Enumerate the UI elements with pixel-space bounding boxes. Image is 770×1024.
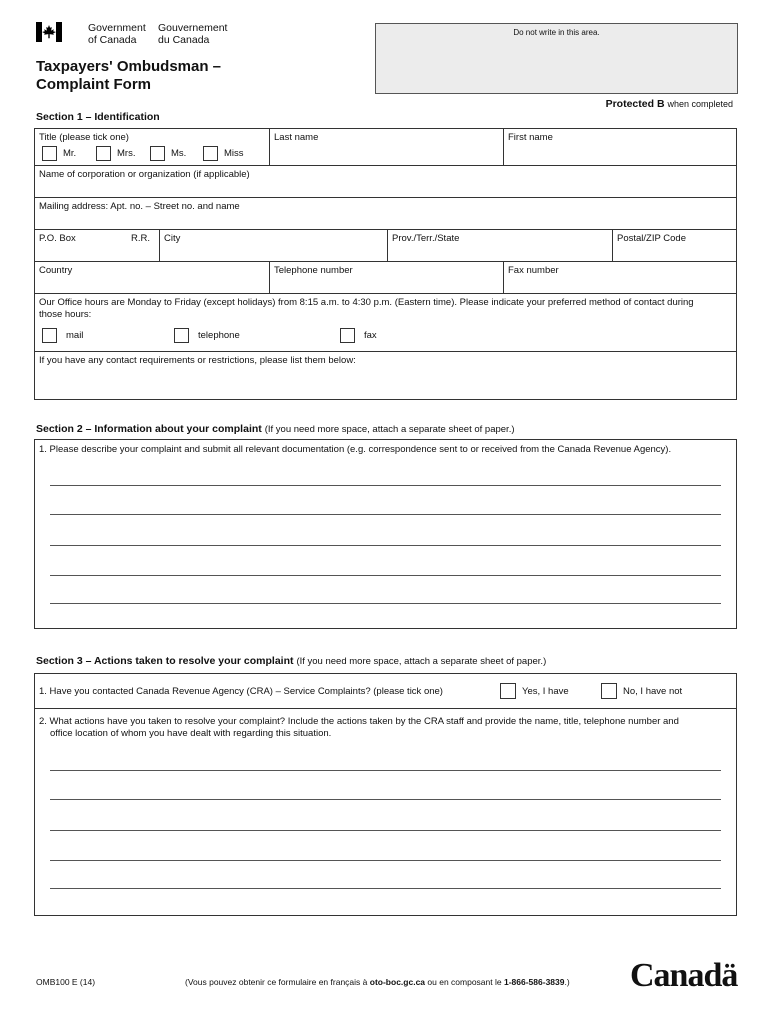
postal-code-label: Postal/ZIP Code [617, 233, 687, 244]
ms-checkbox[interactable] [150, 146, 165, 161]
actions-taken-box [34, 673, 737, 916]
contact-numbers-row [35, 262, 736, 294]
section1-heading: Section 1 – Identification [36, 111, 160, 123]
cra-contact-row [35, 674, 736, 709]
telephone-option-label: telephone [198, 329, 240, 341]
french-url-link[interactable]: oto-boc.gc.ca [369, 977, 426, 987]
form-title: Taxpayers' Ombudsman – Complaint Form [36, 58, 222, 93]
mrs-checkbox[interactable] [96, 146, 111, 161]
complaint-description-box[interactable] [34, 439, 737, 629]
mail-label: mail [66, 329, 84, 341]
title-mr-option[interactable] [42, 146, 76, 161]
contact-method-row [35, 294, 736, 352]
po-box-field[interactable] [35, 230, 159, 261]
answer-line [50, 575, 721, 576]
answer-line[interactable] [50, 888, 721, 889]
identification-table [34, 128, 737, 400]
yes-option[interactable] [500, 683, 569, 699]
po-box-label: P.O. Box [39, 233, 76, 244]
answer-line[interactable] [50, 799, 721, 800]
province-field[interactable] [387, 230, 612, 261]
complaint-question: 1. Please describe your complaint and submit all relevant documentation (e.g. correspondence sent to or received from the Canada Revenue Agency). [39, 444, 672, 455]
form-code: OMB100 E (14) [36, 977, 96, 987]
postal-code-field[interactable] [612, 230, 738, 261]
city-field[interactable] [159, 230, 387, 261]
mailing-address-label: Mailing address: Apt. no. – Street no. and name [39, 201, 240, 212]
telephone-field[interactable] [269, 262, 503, 293]
answer-line[interactable] [50, 830, 721, 831]
telephone-checkbox[interactable] [174, 328, 189, 343]
contact-mail-option[interactable] [42, 328, 83, 343]
mrs-label: Mrs. [117, 148, 136, 159]
answer-line[interactable] [50, 860, 721, 861]
mr-label: Mr. [63, 148, 77, 159]
requirements-label: If you have any contact requirements or restrictions, please list them below: [39, 355, 356, 366]
yes-checkbox[interactable] [500, 683, 516, 699]
country-field[interactable] [35, 262, 269, 293]
rr-label: R.R. [131, 233, 150, 244]
office-use-label: Do not write in this area. [513, 28, 600, 37]
gov-name-fr: Gouvernement du Canada [158, 22, 228, 46]
protected-b-notice: Protected B when completed [605, 98, 733, 110]
no-checkbox[interactable] [601, 683, 617, 699]
requirements-field[interactable] [35, 352, 736, 401]
requirements-row [35, 352, 736, 401]
french-availability-note: (Vous pouvez obtenir ce formulaire en français à oto-boc.gc.ca ou en composant le 1-866-586-3839.) [185, 977, 570, 987]
title-miss-option[interactable] [203, 146, 244, 161]
country-label: Country [39, 265, 73, 276]
office-use-box [375, 23, 738, 94]
fax-option-label: fax [364, 329, 377, 341]
contact-method-cell [35, 294, 736, 351]
mr-checkbox[interactable] [42, 146, 57, 161]
mail-checkbox[interactable] [42, 328, 57, 343]
office-hours-text: Our Office hours are Monday to Friday (except holidays) from 8:15 a.m. to 4:30 p.m. (Eastern time). Please indicate your preferred method of contact during those hours: [39, 297, 694, 320]
last-name-field[interactable] [269, 129, 503, 165]
fax-number-label: Fax number [508, 265, 559, 276]
title-cell [35, 129, 269, 165]
maple-leaf-icon [42, 25, 56, 39]
section3-heading: Section 3 – Actions taken to resolve your complaint (If you need more space, attach a separate sheet of paper.) [36, 655, 547, 667]
phone-number: 1-866-586-3839 [503, 977, 565, 987]
fax-number-field[interactable] [503, 262, 738, 293]
government-flag-logo [36, 22, 62, 42]
actions-question: 2. What actions have you taken to resolve your complaint? Include the actions taken by the CRA staff and provide the name, title, telephone number and office location of whom you have dealt with regarding this situation. [39, 716, 679, 739]
section2-heading: Section 2 – Information about your complaint (If you need more space, attach a separate sheet of paper.) [36, 423, 515, 435]
miss-label: Miss [224, 148, 244, 159]
province-label: Prov./Terr./State [392, 233, 460, 244]
corporation-row [35, 166, 736, 198]
title-mrs-option[interactable] [96, 146, 135, 161]
miss-checkbox[interactable] [203, 146, 218, 161]
telephone-label: Telephone number [274, 265, 353, 276]
gov-name-en: Government of Canada [88, 22, 146, 46]
ms-label: Ms. [171, 148, 187, 159]
first-name-field[interactable] [503, 129, 738, 165]
mailing-address-field[interactable] [35, 198, 736, 229]
last-name-label: Last name [274, 132, 319, 143]
fax-checkbox[interactable] [340, 328, 355, 343]
answer-line [50, 603, 721, 604]
answer-line [50, 545, 721, 546]
answer-line [50, 514, 721, 515]
names-row [35, 129, 736, 166]
answer-line[interactable] [50, 770, 721, 771]
corporation-label: Name of corporation or organization (if applicable) [39, 169, 250, 180]
first-name-label: First name [508, 132, 553, 143]
contact-fax-option[interactable] [340, 328, 377, 343]
no-label: No, I have not [623, 685, 683, 697]
no-option[interactable] [601, 683, 682, 699]
contact-telephone-option[interactable] [174, 328, 240, 343]
mailing-row [35, 198, 736, 230]
title-ms-option[interactable] [150, 146, 186, 161]
title-label: Title (please tick one) [39, 132, 129, 143]
city-label: City [164, 233, 181, 244]
answer-line [50, 485, 721, 486]
canada-wordmark: Canadä [630, 957, 738, 994]
cra-contact-question: 1. Have you contacted Canada Revenue Agency (CRA) – Service Complaints? (please tick one) [39, 686, 443, 697]
address-details-row [35, 230, 736, 262]
corporation-field[interactable] [35, 166, 736, 197]
yes-label: Yes, I have [522, 685, 569, 697]
